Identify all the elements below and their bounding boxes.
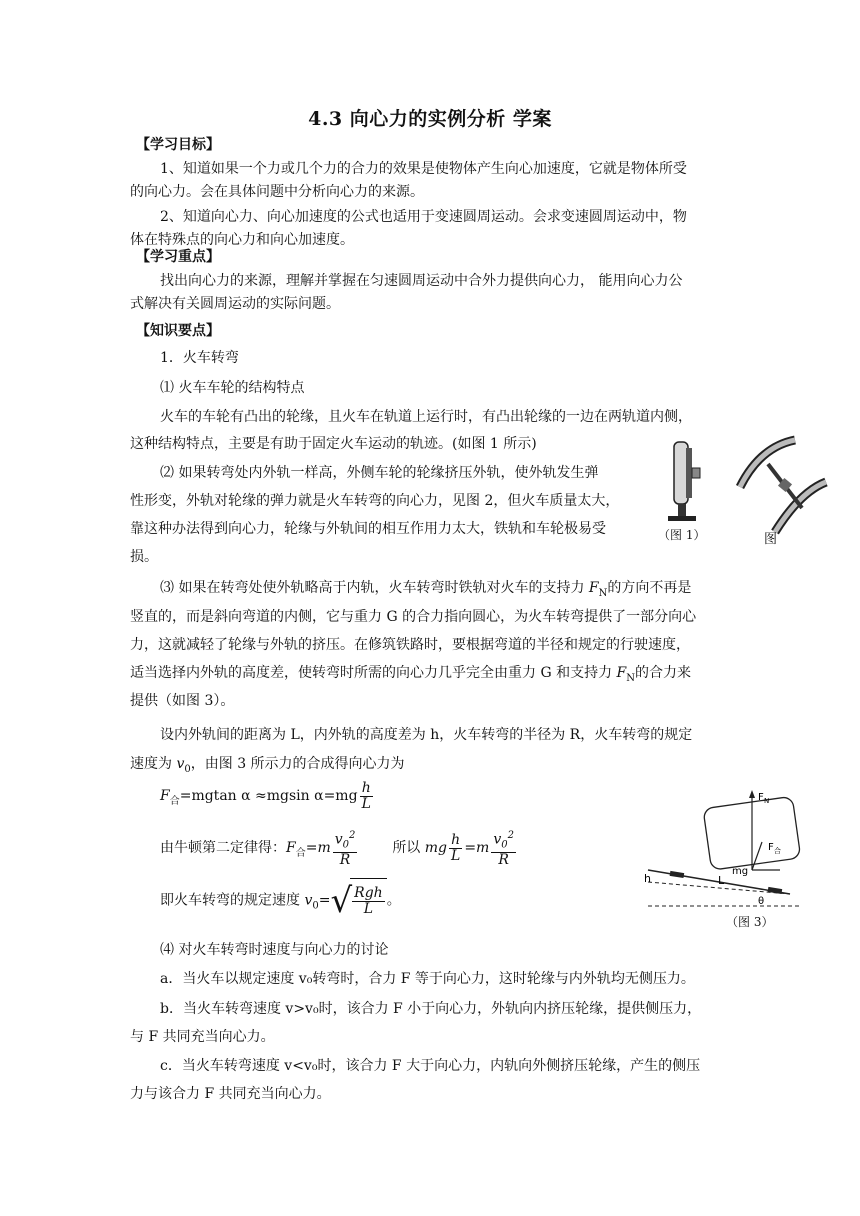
paragraph-2-line-4: 损。 <box>130 549 158 565</box>
svg-text:mg: mg <box>732 866 749 877</box>
page-title: 4.3 向心力的实例分析 学案 <box>308 108 552 130</box>
goal-2-line-1: 2、知道向心力、向心加速度的公式也适用于变速圆周运动。会求变速圆周运动中，物 <box>160 209 687 225</box>
subsection-4-heading: ⑷ 对火车转弯时速度与向心力的讨论 <box>160 942 389 958</box>
figure-2-wheels-on-curve <box>730 432 830 540</box>
paragraph-3-line-3: 力，这就减轻了轮缘与外轨的挤压。在修筑铁路时，要根据弯道的半径和规定的行驶速度， <box>130 637 690 653</box>
paragraph-2-line-2: 性形变，外轨对轮缘的弹力就是火车转弯的向心力，见图 2，但火车质量太大， <box>130 493 620 509</box>
svg-text:F: F <box>768 842 774 853</box>
subsection-1-heading: ⑴ 火车车轮的结构特点 <box>160 380 305 396</box>
svg-text:N: N <box>764 797 770 805</box>
paragraph-3-line-4: 适当选择内外轨的高度差，使转弯时所需的向心力几乎完全由重力 G 和支持力 $F_N$的合力来 <box>130 665 692 684</box>
case-c-line-1: c．当火车转弯速度 v<v₀时，该合力 F 大于向心力，内轨向外侧挤压轮缘，产生的侧压 <box>160 1058 701 1074</box>
figure-2-caption: 图 <box>764 532 778 547</box>
goal-1-line-1: 1、知道如果一个力或几个力的合力的效果是使物体产生向心加速度，它就是物体所受 <box>160 161 687 177</box>
paragraph-3-line-2: 竖直的，而是斜向弯道的内侧，它与重力 G 的合力指向圆心，为火车转弯提供了一部分向心 <box>130 609 697 625</box>
goal-2-line-2: 体在特殊点的向心力和向心加速度。 <box>130 232 354 248</box>
svg-text:θ: θ <box>758 896 765 907</box>
figure-1-wheel-rail <box>660 440 710 532</box>
paragraph-1-line-2: 这种结构特点，主要是有助于固定火车运动的轨迹。(如图 1 所示) <box>130 436 537 452</box>
goal-1-line-2: 的向心力。会在具体问题中分析向心力的来源。 <box>130 184 424 200</box>
paragraph-1-line-1: 火车的车轮有凸出的轮缘，且火车在轨道上运行时，有凸出轮缘的一边在两轨道内侧， <box>160 409 692 425</box>
equation-2: 由牛顿第二定律得：$F_合=m$ $\frac{v_0^2}{R}$ 所以 mg $\frac{h}{L}$ =m $\frac{v_0^2}{R}$ <box>160 830 514 869</box>
equation-3: 即火车转弯的规定速度 $v_0=$ √ $\frac{\text{Rgh}}{L}$ 。 <box>160 878 401 928</box>
case-b-line-1: b．当火车转弯速度 v>v₀时，该合力 F 小于向心力，外轨向内挤压轮缘，提供侧压力， <box>160 1001 702 1017</box>
paragraph-4-line-1: 设内外轨间的距离为 L，内外轨的高度差为 h，火车转弯的半径为 R，火车转弯的规定 <box>160 727 693 743</box>
focus-line-2: 式解决有关圆周运动的实际问题。 <box>130 296 340 312</box>
figure-3-force-diagram <box>640 782 810 912</box>
paragraph-3-line-1: ⑶ 如果在转弯处使外轨略高于内轨，火车转弯时铁轨对火车的支持力 $F_N$的方向不再是 <box>160 580 692 599</box>
figure-1-caption: （图 1） <box>658 528 706 542</box>
paragraph-3-line-5: 提供（如图 3）。 <box>130 693 235 709</box>
equation-1: $F_合=mgtan$ α ≈mgsin α=mg $\frac{h}{L}$ <box>160 779 371 812</box>
paragraph-2-line-1: ⑵ 如果转弯处内外轨一样高，外侧车轮的轮缘挤压外轨，使外轨发生弹 <box>160 465 599 481</box>
paragraph-4-line-2: 速度为 $v_0$，由图 3 所示力的合成得向心力为 <box>130 756 405 775</box>
knowledge-header: 【知识要点】 <box>136 323 220 339</box>
goals-header: 【学习目标】 <box>136 137 220 153</box>
svg-text:h: h <box>644 872 651 885</box>
paragraph-2-line-3: 靠这种办法得到向心力，轮缘与外轨间的相互作用力太大，铁轨和车轮极易受 <box>130 521 606 537</box>
focus-line-1: 找出向心力的来源，理解并掌握在匀速圆周运动中合外力提供向心力， 能用向心力公 <box>160 273 683 289</box>
focus-header: 【学习重点】 <box>136 249 220 265</box>
svg-text:L: L <box>718 874 725 887</box>
svg-text:F: F <box>758 792 764 803</box>
case-c-line-2: 力与该合力 F 共同充当向心力。 <box>130 1086 331 1102</box>
case-a-line: a．当火车以规定速度 v₀转弯时，合力 F 等于向心力，这时轮缘与内外轨均无侧压力。 <box>160 971 695 987</box>
case-b-line-2: 与 F 共同充当向心力。 <box>130 1029 275 1045</box>
svg-text:合: 合 <box>774 847 781 855</box>
section-1-heading: 1．火车转弯 <box>160 350 239 366</box>
figure-3-caption: （图 3） <box>726 915 774 929</box>
